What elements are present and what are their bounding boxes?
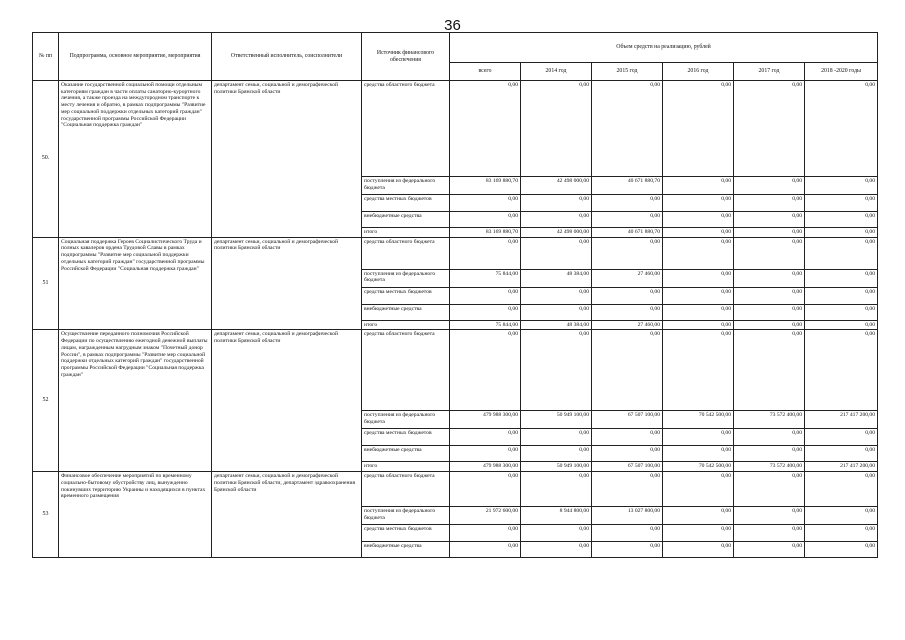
header-total: всего (450, 63, 521, 81)
table-row (33, 81, 878, 177)
value-cell: 0,00 (663, 304, 734, 320)
header-2018-2020: 2018 -2020 годы (805, 63, 878, 81)
table-row (33, 330, 878, 411)
value-cell: 0,00 (592, 525, 663, 542)
value-cell: 0,00 (805, 320, 878, 330)
program-name: Финансовое обеспечение мероприятий по временному социально-бытовому обустройству лиц, вынужденно покинувших территорию Украины и находящихся в пунктах временного размещения (59, 472, 212, 558)
value-cell: 0,00 (734, 507, 805, 525)
value-cell: 0,00 (734, 269, 805, 287)
value-cell: 67 507 100,00 (592, 411, 663, 429)
value-cell: 0,00 (663, 177, 734, 195)
value-cell: 0,00 (805, 446, 878, 462)
executor-name: департамент семьи, социальной и демографической политики Брянской области, департамент здравоохранения Брянской области (212, 472, 362, 558)
value-cell: 0,00 (521, 525, 592, 542)
value-cell: 0,00 (734, 320, 805, 330)
executor-name: департамент семьи, социальной и демографической политики Брянской области (212, 237, 362, 330)
value-cell: 0,00 (592, 237, 663, 269)
value-cell: 0,00 (663, 81, 734, 177)
source-total: итого (362, 228, 450, 238)
source-extra: внебюджетные средства (362, 446, 450, 462)
row-number: 51 (33, 237, 59, 330)
value-cell: 0,00 (663, 330, 734, 411)
source-extra: внебюджетные средства (362, 542, 450, 558)
value-cell: 8 944 800,00 (521, 507, 592, 525)
value-cell: 0,00 (734, 237, 805, 269)
source-extra: внебюджетные средства (362, 212, 450, 228)
value-cell: 0,00 (592, 212, 663, 228)
value-cell: 0,00 (805, 542, 878, 558)
value-cell: 50 949 100,00 (521, 462, 592, 472)
table-row (33, 472, 878, 507)
value-cell: 0,00 (521, 304, 592, 320)
value-cell: 0,00 (805, 472, 878, 507)
value-cell: 42 498 000,00 (521, 228, 592, 238)
value-cell: 0,00 (663, 287, 734, 304)
value-cell: 0,00 (805, 269, 878, 287)
page-number: 36 (444, 17, 461, 34)
value-cell: 0,00 (450, 212, 521, 228)
header-volume: Объем средств на реализацию, рублей (450, 33, 878, 63)
value-cell: 48 384,00 (521, 269, 592, 287)
value-cell: 479 988 300,00 (450, 462, 521, 472)
value-cell: 0,00 (663, 269, 734, 287)
table-row (33, 237, 878, 269)
value-cell: 0,00 (450, 542, 521, 558)
source-local: средства местных бюджетов (362, 429, 450, 446)
value-cell: 75 844,00 (450, 269, 521, 287)
program-name: Оказание государственной социальной помощи отдельным категориям граждан в части оплаты санаторно-курортного лечения, а также проезда на междугородном транспорте к месту лечения и обратно, в рамках подпрограммы "Развитие мер социальной поддержки отдельных категорий граждан" государственной программы Российской Федерации "Социальная поддержка граждан" (59, 81, 212, 238)
value-cell: 70 542 500,00 (663, 411, 734, 429)
value-cell: 73 572 400,00 (734, 462, 805, 472)
value-cell: 0,00 (663, 542, 734, 558)
value-cell: 0,00 (450, 195, 521, 212)
value-cell: 0,00 (805, 212, 878, 228)
value-cell: 73 572 400,00 (734, 411, 805, 429)
source-local: средства местных бюджетов (362, 195, 450, 212)
value-cell: 0,00 (734, 195, 805, 212)
header-program: Подпрограмма, основное мероприятие, мероприятия (59, 33, 212, 81)
value-cell: 0,00 (521, 287, 592, 304)
table-body (33, 81, 878, 558)
value-cell: 0,00 (592, 81, 663, 177)
value-cell: 0,00 (521, 446, 592, 462)
value-cell: 0,00 (450, 81, 521, 177)
source-extra: внебюджетные средства (362, 304, 450, 320)
value-cell: 0,00 (734, 525, 805, 542)
value-cell: 75 844,00 (450, 320, 521, 330)
program-name: Социальная поддержка Героев Социалистического Труда и полных кавалеров ордена Трудовой Славы в рамках подпрограммы "Развитие мер социальной поддержки отдельных категорий граждан" государственной программы Российской Федерации "Социальная поддержка граждан" (59, 237, 212, 330)
source-local: средства местных бюджетов (362, 525, 450, 542)
value-cell: 0,00 (521, 542, 592, 558)
value-cell: 0,00 (592, 542, 663, 558)
value-cell: 0,00 (663, 212, 734, 228)
value-cell: 0,00 (450, 429, 521, 446)
header-2016: 2016 год (663, 63, 734, 81)
value-cell: 0,00 (663, 228, 734, 238)
value-cell: 0,00 (521, 237, 592, 269)
source-federal: поступления из федерального бюджета (362, 269, 450, 287)
value-cell: 0,00 (592, 304, 663, 320)
source-federal: поступления из федерального бюджета (362, 507, 450, 525)
value-cell: 50 949 100,00 (521, 411, 592, 429)
value-cell: 21 972 600,00 (450, 507, 521, 525)
value-cell: 0,00 (734, 228, 805, 238)
value-cell: 0,00 (450, 304, 521, 320)
value-cell: 0,00 (734, 542, 805, 558)
value-cell: 0,00 (805, 525, 878, 542)
value-cell: 0,00 (450, 525, 521, 542)
header-executor: Ответственный исполнитель, соисполнители (212, 33, 362, 81)
value-cell: 0,00 (805, 228, 878, 238)
value-cell: 0,00 (734, 330, 805, 411)
value-cell: 0,00 (592, 472, 663, 507)
source-federal: поступления из федерального бюджета (362, 177, 450, 195)
value-cell: 0,00 (805, 177, 878, 195)
value-cell: 0,00 (734, 446, 805, 462)
value-cell: 0,00 (521, 330, 592, 411)
value-cell: 0,00 (592, 287, 663, 304)
value-cell: 0,00 (734, 472, 805, 507)
value-cell: 0,00 (450, 330, 521, 411)
source-regional: средства областного бюджета (362, 237, 450, 269)
value-cell: 217 417 200,00 (805, 411, 878, 429)
source-federal: поступления из федерального бюджета (362, 411, 450, 429)
value-cell: 83 169 880,70 (450, 228, 521, 238)
value-cell: 0,00 (450, 237, 521, 269)
value-cell: 27 460,00 (592, 320, 663, 330)
value-cell: 0,00 (734, 304, 805, 320)
value-cell: 0,00 (805, 287, 878, 304)
value-cell: 0,00 (805, 507, 878, 525)
value-cell: 0,00 (521, 212, 592, 228)
value-cell: 0,00 (663, 429, 734, 446)
value-cell: 40 671 880,70 (592, 177, 663, 195)
value-cell: 0,00 (450, 446, 521, 462)
value-cell: 0,00 (734, 177, 805, 195)
value-cell: 0,00 (734, 429, 805, 446)
source-total: итого (362, 320, 450, 330)
value-cell: 0,00 (592, 446, 663, 462)
header-2015: 2015 год (592, 63, 663, 81)
source-total: итого (362, 462, 450, 472)
source-regional: средства областного бюджета (362, 472, 450, 507)
value-cell: 0,00 (663, 195, 734, 212)
header-num: № пп (33, 33, 59, 81)
value-cell: 0,00 (663, 320, 734, 330)
value-cell: 0,00 (805, 195, 878, 212)
executor-name: департамент семьи, социальной и демографической политики Брянской области (212, 330, 362, 472)
budget-table (32, 32, 878, 558)
value-cell: 0,00 (663, 446, 734, 462)
value-cell: 42 498 000,00 (521, 177, 592, 195)
value-cell: 0,00 (663, 525, 734, 542)
value-cell: 0,00 (734, 81, 805, 177)
source-regional: средства областного бюджета (362, 81, 450, 177)
value-cell: 0,00 (450, 472, 521, 507)
value-cell: 0,00 (805, 304, 878, 320)
value-cell: 0,00 (450, 287, 521, 304)
value-cell: 0,00 (663, 237, 734, 269)
value-cell: 0,00 (521, 472, 592, 507)
header-2014: 2014 год (521, 63, 592, 81)
value-cell: 0,00 (734, 212, 805, 228)
value-cell: 0,00 (805, 330, 878, 411)
value-cell: 48 384,00 (521, 320, 592, 330)
value-cell: 83 169 880,70 (450, 177, 521, 195)
value-cell: 479 988 300,00 (450, 411, 521, 429)
value-cell: 13 027 800,00 (592, 507, 663, 525)
value-cell: 217 417 200,00 (805, 462, 878, 472)
value-cell: 67 507 100,00 (592, 462, 663, 472)
value-cell: 0,00 (592, 429, 663, 446)
value-cell: 0,00 (592, 330, 663, 411)
row-number: 50. (33, 81, 59, 238)
header-2017: 2017 год (734, 63, 805, 81)
value-cell: 0,00 (805, 81, 878, 177)
value-cell: 27 460,00 (592, 269, 663, 287)
value-cell: 70 542 500,00 (663, 462, 734, 472)
row-number: 53 (33, 472, 59, 558)
value-cell: 0,00 (521, 195, 592, 212)
value-cell: 0,00 (521, 429, 592, 446)
source-local: средства местных бюджетов (362, 287, 450, 304)
value-cell: 0,00 (521, 81, 592, 177)
header-source: Источник финансового обеспечения (362, 33, 450, 81)
source-regional: средства областного бюджета (362, 330, 450, 411)
value-cell: 0,00 (734, 287, 805, 304)
executor-name: департамент семьи, социальной и демографической политики Брянской области (212, 81, 362, 238)
row-number: 52 (33, 330, 59, 472)
program-name: Осуществление переданного полномочия Российской Федерации по осуществлению ежегодной денежной выплаты лицам, награжденным нагрудным знаком "Почетный донор России", в рамках подпрограммы "Развитие мер социальной поддержки отдельных категорий граждан" государственной программы Российской Федерации "Социальная поддержка граждан" (59, 330, 212, 472)
value-cell: 0,00 (663, 472, 734, 507)
value-cell: 40 671 880,70 (592, 228, 663, 238)
value-cell: 0,00 (663, 507, 734, 525)
value-cell: 0,00 (805, 237, 878, 269)
value-cell: 0,00 (805, 429, 878, 446)
value-cell: 0,00 (592, 195, 663, 212)
